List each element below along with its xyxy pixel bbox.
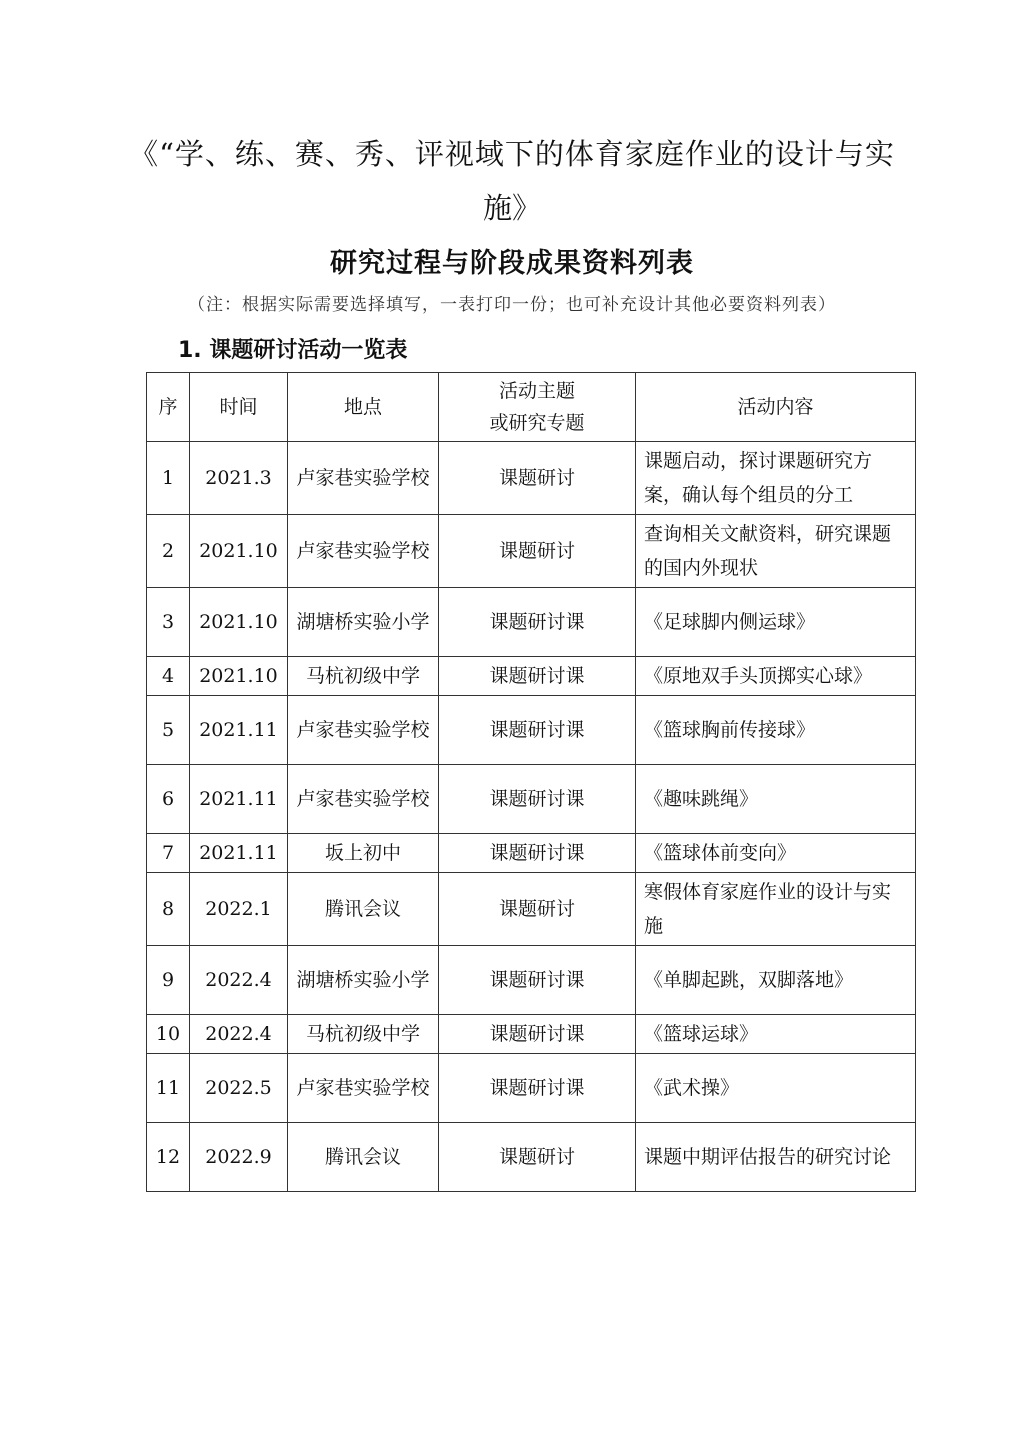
cell-topic: 课题研讨 bbox=[439, 515, 636, 588]
cell-index: 11 bbox=[147, 1054, 190, 1123]
cell-index: 10 bbox=[147, 1015, 190, 1054]
cell-place: 湖塘桥实验小学 bbox=[288, 588, 439, 657]
cell-content: 寒假体育家庭作业的设计与实施 bbox=[636, 873, 916, 946]
table-row bbox=[147, 834, 916, 873]
cell-topic: 课题研讨 bbox=[439, 442, 636, 515]
cell-place: 坂上初中 bbox=[288, 834, 439, 873]
cell-place: 湖塘桥实验小学 bbox=[288, 946, 439, 1015]
activity-table bbox=[146, 372, 916, 1192]
cell-index: 8 bbox=[147, 873, 190, 946]
cell-topic: 课题研讨课 bbox=[439, 1015, 636, 1054]
cell-place: 卢家巷实验学校 bbox=[288, 696, 439, 765]
table-header-row bbox=[147, 373, 916, 442]
cell-time: 2022.5 bbox=[190, 1054, 288, 1123]
cell-content: 查询相关文献资料，研究课题的国内外现状 bbox=[636, 515, 916, 588]
document-title-line1: 《“学、练、赛、秀、评视域下的体育家庭作业的设计与实 bbox=[129, 137, 895, 171]
cell-place: 卢家巷实验学校 bbox=[288, 515, 439, 588]
cell-place: 卢家巷实验学校 bbox=[288, 442, 439, 515]
cell-topic: 课题研讨课 bbox=[439, 588, 636, 657]
cell-content: 《原地双手头顶掷实心球》 bbox=[636, 657, 916, 696]
cell-index: 6 bbox=[147, 765, 190, 834]
header-topic-line1: 活动主题 bbox=[498, 380, 575, 402]
section-heading: 1. 课题研讨活动一览表 bbox=[178, 338, 408, 363]
table-row bbox=[147, 1054, 916, 1123]
header-time: 时间 bbox=[190, 373, 288, 442]
cell-index: 3 bbox=[147, 588, 190, 657]
table-row bbox=[147, 515, 916, 588]
cell-content: 《单脚起跳，双脚落地》 bbox=[636, 946, 916, 1015]
cell-place: 马杭初级中学 bbox=[288, 1015, 439, 1054]
header-topic bbox=[439, 373, 636, 442]
cell-time: 2022.4 bbox=[190, 1015, 288, 1054]
cell-index: 4 bbox=[147, 657, 190, 696]
cell-index: 2 bbox=[147, 515, 190, 588]
cell-time: 2022.4 bbox=[190, 946, 288, 1015]
table-row bbox=[147, 946, 916, 1015]
cell-index: 12 bbox=[147, 1123, 190, 1192]
cell-place: 马杭初级中学 bbox=[288, 657, 439, 696]
cell-time: 2021.11 bbox=[190, 696, 288, 765]
cell-content: 课题中期评估报告的研究讨论 bbox=[636, 1123, 916, 1192]
cell-topic: 课题研讨 bbox=[439, 1123, 636, 1192]
cell-topic: 课题研讨 bbox=[439, 873, 636, 946]
cell-place: 腾讯会议 bbox=[288, 873, 439, 946]
cell-content: 《篮球运球》 bbox=[636, 1015, 916, 1054]
cell-topic: 课题研讨课 bbox=[439, 696, 636, 765]
cell-content: 《武术操》 bbox=[636, 1054, 916, 1123]
cell-place: 卢家巷实验学校 bbox=[288, 1054, 439, 1123]
cell-topic: 课题研讨课 bbox=[439, 834, 636, 873]
cell-time: 2022.9 bbox=[190, 1123, 288, 1192]
cell-index: 9 bbox=[147, 946, 190, 1015]
cell-time: 2021.3 bbox=[190, 442, 288, 515]
cell-content: 《篮球体前变向》 bbox=[636, 834, 916, 873]
header-place: 地点 bbox=[288, 373, 439, 442]
cell-index: 7 bbox=[147, 834, 190, 873]
cell-topic: 课题研讨课 bbox=[439, 657, 636, 696]
fill-in-note: （注：根据实际需要选择填写，一表打印一份；也可补充设计其他必要资料列表） bbox=[188, 295, 836, 315]
cell-time: 2021.11 bbox=[190, 765, 288, 834]
cell-place: 卢家巷实验学校 bbox=[288, 765, 439, 834]
document-subtitle: 研究过程与阶段成果资料列表 bbox=[330, 248, 694, 279]
table-row bbox=[147, 442, 916, 515]
cell-content: 《趣味跳绳》 bbox=[636, 765, 916, 834]
cell-content: 课题启动，探讨课题研究方案，确认每个组员的分工 bbox=[636, 442, 916, 515]
cell-index: 1 bbox=[147, 442, 190, 515]
table-row bbox=[147, 873, 916, 946]
cell-topic: 课题研讨课 bbox=[439, 765, 636, 834]
table-row bbox=[147, 1123, 916, 1192]
table-row bbox=[147, 588, 916, 657]
table-row bbox=[147, 657, 916, 696]
table-row bbox=[147, 696, 916, 765]
document-title-line2: 施》 bbox=[482, 191, 541, 225]
cell-time: 2021.10 bbox=[190, 515, 288, 588]
cell-content: 《篮球胸前传接球》 bbox=[636, 696, 916, 765]
cell-topic: 课题研讨课 bbox=[439, 946, 636, 1015]
table-row bbox=[147, 765, 916, 834]
header-index: 序 bbox=[147, 373, 190, 442]
cell-content: 《足球脚内侧运球》 bbox=[636, 588, 916, 657]
cell-topic: 课题研讨课 bbox=[439, 1054, 636, 1123]
header-topic-line2: 或研究专题 bbox=[489, 412, 585, 434]
cell-time: 2021.10 bbox=[190, 588, 288, 657]
cell-time: 2022.1 bbox=[190, 873, 288, 946]
table-row bbox=[147, 1015, 916, 1054]
header-content: 活动内容 bbox=[636, 373, 916, 442]
cell-time: 2021.11 bbox=[190, 834, 288, 873]
cell-time: 2021.10 bbox=[190, 657, 288, 696]
cell-place: 腾讯会议 bbox=[288, 1123, 439, 1192]
cell-index: 5 bbox=[147, 696, 190, 765]
